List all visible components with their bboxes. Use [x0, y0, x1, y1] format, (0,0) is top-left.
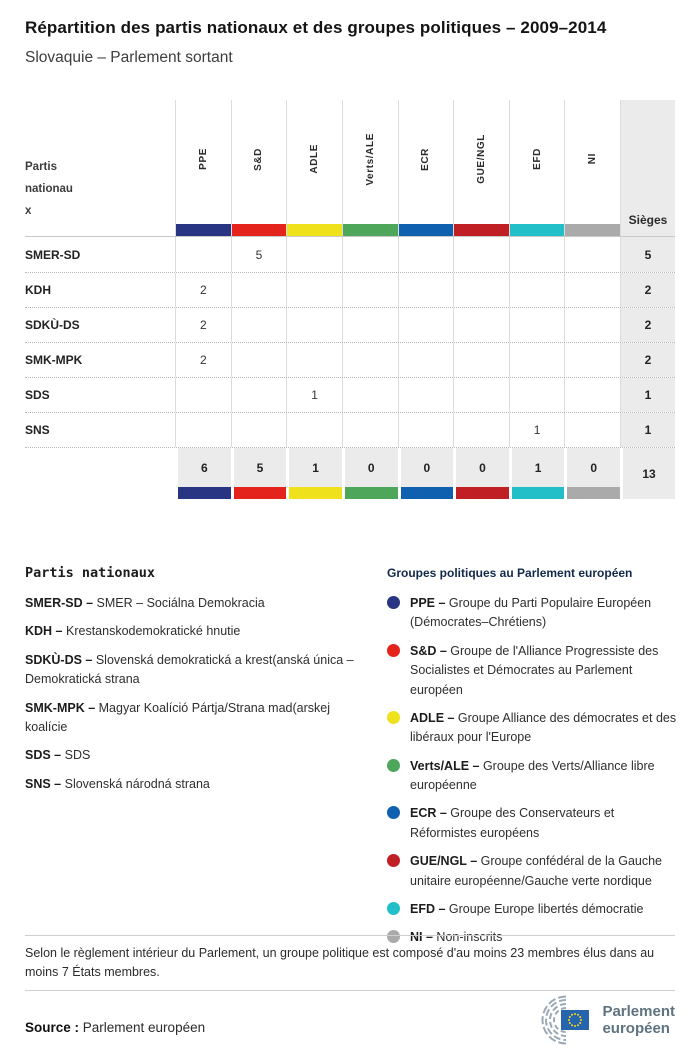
column-header-verts-ale — [342, 100, 398, 236]
row-header-label — [25, 156, 73, 222]
group-color-bar — [343, 224, 398, 236]
seats-value: 2 — [620, 308, 675, 342]
row-header-line: x — [25, 205, 32, 217]
row-header-line: nationau — [25, 183, 73, 195]
legend-party-item — [25, 775, 373, 794]
group-color-bar — [176, 224, 231, 236]
cell-value — [564, 343, 620, 377]
seats-value: 1 — [620, 378, 675, 412]
party-fullname: SDS — [61, 748, 91, 763]
total-value: 0 — [423, 461, 431, 475]
group-fullname: Non-inscrits — [432, 930, 503, 945]
total-value: 1 — [534, 461, 542, 475]
group-fullname: Groupe des Conservateurs et Réformistes européens — [410, 806, 615, 840]
total-cell — [453, 448, 509, 499]
party-name: SMER-SD — [25, 247, 81, 262]
cell-value — [398, 237, 454, 272]
total-seats-value: 13 — [620, 448, 675, 499]
cell-value — [231, 273, 287, 307]
group-fullname: Groupe de l'Alliance Progressiste des Socialistes et Démocrates au Parlement européen — [410, 643, 659, 697]
legend-parties-title: Partis nationaux — [25, 565, 156, 581]
legend-group-item — [387, 804, 677, 843]
cell-value — [564, 237, 620, 272]
group-fullname: Groupe confédéral de la Gauche unitaire européenne/Gauche verte nordique — [410, 854, 663, 888]
source-value: Parlement européen — [79, 1020, 206, 1035]
group-color-bar — [565, 224, 620, 236]
column-header-label-wrap — [454, 100, 509, 218]
column-header-label: S&D — [253, 147, 265, 171]
footnote-text: Selon le règlement intérieur du Parlement, un groupe politique est composé d'au moins 23 membres élus dans au moins 7 États membres. — [25, 946, 655, 980]
cell-value — [231, 413, 287, 447]
cell-value — [453, 308, 509, 342]
group-description — [410, 852, 677, 891]
group-color-bar — [399, 224, 454, 236]
total-cell — [342, 448, 398, 499]
european-parliament-logo — [530, 994, 675, 1046]
column-header-efd — [509, 100, 565, 236]
group-color-dot — [387, 596, 400, 609]
party-name: KDH — [25, 283, 51, 297]
cell-value — [398, 308, 454, 342]
seats-value: 1 — [620, 413, 675, 447]
group-description — [410, 709, 677, 748]
column-header-label-wrap — [287, 100, 342, 218]
party-abbr: SMER-SD – — [25, 596, 94, 610]
column-header-label: Verts/ALE — [364, 132, 376, 186]
cell-value: 5 — [231, 237, 287, 272]
legend-groups-title: Groupes politiques au Parlement européen — [387, 566, 633, 580]
cell-value — [453, 343, 509, 377]
column-header-label: ADLE — [309, 144, 321, 174]
cell-value — [231, 378, 287, 412]
column-header-label-wrap — [176, 100, 231, 218]
table-row — [25, 307, 675, 342]
column-header-ecr — [398, 100, 454, 236]
cell-value — [398, 378, 454, 412]
total-value: 1 — [312, 461, 319, 475]
cell-value — [564, 378, 620, 412]
group-description — [410, 804, 677, 843]
group-color-bar — [510, 224, 565, 236]
cell-value — [231, 308, 287, 342]
group-color-dot — [387, 711, 400, 724]
total-cell — [231, 448, 287, 499]
seats-table — [25, 100, 675, 499]
party-name: SDS — [25, 388, 50, 402]
cell-value — [342, 237, 398, 272]
table-row — [25, 237, 675, 272]
group-fullname: Groupe du Parti Populaire Européen (Démocrates–Chrétiens) — [410, 596, 652, 630]
legend-party-item — [25, 699, 373, 738]
cell-value — [175, 378, 231, 412]
seats-value: 2 — [620, 273, 675, 307]
column-header-label-wrap — [232, 100, 287, 218]
group-abbr: EFD – — [410, 901, 446, 916]
group-color-dot — [387, 854, 400, 867]
group-color-bar — [289, 487, 342, 499]
table-row — [25, 272, 675, 307]
cell-value — [342, 413, 398, 447]
total-cell — [564, 448, 620, 499]
cell-value — [509, 237, 565, 272]
cell-value — [398, 273, 454, 307]
party-abbr: SDS – — [25, 748, 62, 763]
group-abbr: PPE – — [410, 596, 446, 610]
source-line — [25, 1020, 205, 1035]
cell-value: 2 — [175, 308, 231, 342]
cell-value — [286, 308, 342, 342]
legend-party-item — [25, 594, 373, 613]
totals-empty-cell — [25, 448, 175, 499]
group-description — [410, 757, 677, 796]
legend-group-item — [387, 594, 677, 633]
group-color-bar — [567, 487, 620, 499]
column-header-label-wrap — [399, 100, 454, 218]
legend-party-item — [25, 746, 373, 765]
group-color-bar — [454, 224, 509, 236]
group-color-dot — [387, 902, 400, 915]
group-color-bar — [232, 224, 287, 236]
total-value: 5 — [256, 461, 264, 475]
cell-value — [398, 413, 454, 447]
party-abbr: SMK-MPK – — [25, 700, 96, 715]
party-name: SMK-MPK — [25, 353, 83, 367]
cell-value — [286, 343, 342, 377]
group-abbr: ECR – — [410, 806, 447, 821]
total-value: 0 — [367, 461, 375, 475]
party-fullname: Slovenská demokratická a krest(anská única – Demokratická strana — [25, 652, 354, 687]
party-fullname: Slovenská národná strana — [61, 776, 210, 791]
group-abbr: Verts/ALE – — [410, 758, 480, 773]
legend-group-item — [387, 709, 677, 748]
cell-value — [453, 378, 509, 412]
group-color-bar — [345, 487, 398, 499]
cell-value — [175, 413, 231, 447]
group-abbr: NI – — [410, 930, 433, 945]
logo-wordmark — [602, 1003, 675, 1038]
total-value: 6 — [200, 461, 208, 475]
group-description — [410, 594, 677, 633]
group-color-dot — [387, 759, 400, 772]
column-header-label-wrap — [565, 100, 620, 218]
legend-group-item — [387, 757, 677, 796]
group-fullname: Groupe des Verts/Alliance libre européenne — [410, 758, 655, 792]
group-color-bar — [287, 224, 342, 236]
column-header-adle — [286, 100, 342, 236]
legend-group-item — [387, 852, 677, 891]
column-header-label: PPE — [197, 148, 209, 170]
column-header-sd — [231, 100, 287, 236]
group-color-dot — [387, 644, 400, 657]
cell-value — [286, 413, 342, 447]
cell-value — [342, 378, 398, 412]
group-color-bar — [456, 487, 509, 499]
total-cell — [286, 448, 342, 499]
group-abbr: GUE/NGL – — [410, 854, 478, 869]
cell-value — [453, 413, 509, 447]
party-abbr: SDKÙ-DS – — [25, 652, 93, 667]
group-color-dot — [387, 806, 400, 819]
cell-value — [286, 273, 342, 307]
column-header-label-wrap — [510, 100, 565, 218]
party-fullname: Magyar Koalíció Pártja/Strana mad(arskej koalície — [25, 700, 330, 734]
cell-value: 2 — [175, 273, 231, 307]
legend-party-item — [25, 622, 373, 641]
column-header-gue-ngl — [453, 100, 509, 236]
column-header-label: ECR — [420, 147, 432, 171]
total-value: 0 — [590, 461, 598, 475]
cell-value: 1 — [286, 378, 342, 412]
cell-value — [398, 343, 454, 377]
total-value: 0 — [479, 461, 486, 475]
column-header-label: EFD — [531, 148, 543, 170]
cell-value — [564, 413, 620, 447]
column-header-ni — [564, 100, 620, 236]
footnote-divider — [25, 935, 675, 936]
cell-value — [286, 237, 342, 272]
cell-value — [509, 273, 565, 307]
legend-party-item — [25, 651, 373, 690]
group-description — [410, 900, 643, 919]
legend-national-parties — [25, 565, 373, 803]
cell-value — [564, 273, 620, 307]
table-header-row — [25, 100, 675, 237]
column-header-label: NI — [587, 153, 599, 165]
logo-line: Parlement — [602, 1002, 675, 1020]
cell-value — [175, 237, 231, 272]
column-header-label: GUE/NGL — [475, 134, 487, 184]
legend-group-item — [387, 642, 677, 700]
group-fullname: Groupe Alliance des démocrates et des libéraux pour l'Europe — [410, 710, 677, 745]
row-header-cell — [25, 100, 175, 236]
seats-value: 2 — [620, 343, 675, 377]
cell-value: 1 — [509, 413, 565, 447]
party-abbr: KDH – — [25, 624, 63, 639]
legend-political-groups — [387, 566, 677, 957]
seats-value: 5 — [620, 237, 675, 272]
cell-value — [509, 343, 565, 377]
cell-value — [342, 343, 398, 377]
group-color-dot — [387, 930, 400, 943]
table-row — [25, 377, 675, 412]
source-divider — [25, 990, 675, 991]
party-name: SNS — [25, 423, 50, 437]
group-color-bar — [178, 487, 231, 499]
column-header-ppe — [175, 100, 231, 236]
total-cell — [398, 448, 454, 499]
total-cell — [175, 448, 231, 499]
page-title: Répartition des partis nationaux et des groupes politiques – 2009–2014 — [25, 18, 607, 37]
group-color-bar — [512, 487, 565, 499]
hemicycle-flag-icon — [530, 994, 596, 1046]
cell-value — [342, 308, 398, 342]
cell-value: 2 — [175, 343, 231, 377]
party-name: SDKÙ-DS — [25, 318, 80, 332]
cell-value — [342, 273, 398, 307]
cell-value — [453, 273, 509, 307]
cell-value — [231, 343, 287, 377]
column-header-seats: Sièges — [620, 100, 675, 236]
column-header-label-wrap — [343, 100, 398, 218]
source-label: Source : — [25, 1020, 80, 1035]
cell-value — [509, 378, 565, 412]
table-row — [25, 412, 675, 447]
total-cell — [509, 448, 565, 499]
party-abbr: SNS – — [25, 776, 62, 791]
table-row — [25, 342, 675, 377]
cell-value — [453, 237, 509, 272]
party-fullname: SMER – Sociálna Demokracia — [93, 596, 265, 610]
page-subtitle: Slovaquie – Parlement sortant — [25, 49, 233, 66]
group-abbr: ADLE – — [410, 710, 455, 725]
cell-value — [564, 308, 620, 342]
logo-line: européen — [602, 1020, 670, 1037]
party-fullname: Krestanskodemokratické hnutie — [62, 624, 241, 639]
group-color-bar — [401, 487, 454, 499]
table-totals-row — [25, 447, 675, 499]
group-fullname: Groupe Europe libertés démocratie — [445, 901, 644, 916]
cell-value — [509, 308, 565, 342]
group-color-bar — [234, 487, 287, 499]
group-abbr: S&D – — [410, 643, 447, 658]
row-header-line: Partis — [25, 161, 57, 173]
legend-group-item — [387, 900, 677, 919]
group-description — [410, 642, 677, 700]
